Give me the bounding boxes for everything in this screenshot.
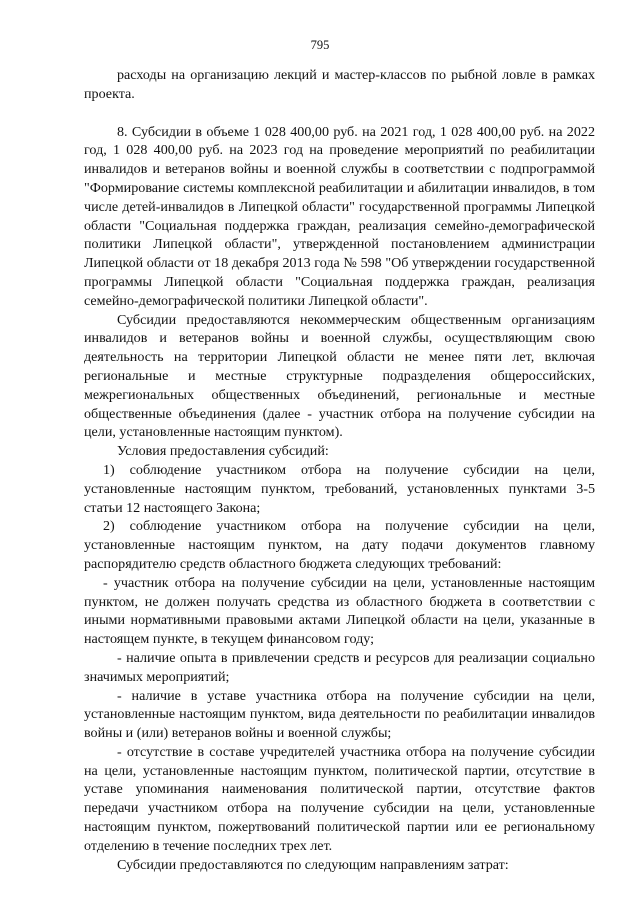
paragraph-requirement-experience: - наличие опыта в привлечении средств и ресурсов для реализации социально значимых мероприятий; — [84, 649, 595, 685]
paragraph-costs-continuation: расходы на организацию лекций и мастер-классов по рыбной ловле в рамках проекта. — [84, 67, 595, 102]
paragraph-conditions-heading: Условия предоставления субсидий: — [117, 443, 329, 460]
paragraph-requirement-charter: - наличие в уставе участника отбора на получение субсидии на цели, установленные настоящим пунктом, вида деятельности по реабилитации инвалидов войны и (или) ветеранов войны и военной службы; — [84, 687, 595, 742]
paragraph-item-8-subsidies: 8. Субсидии в объеме 1 028 400,00 руб. на 2021 год, 1 028 400,00 руб. на 2022 год, 1 028 400,00 руб. на 2023 год на проведение мероприятий по реабилитации инвалидов и ветеранов войны и военной службы в соответствии с подпрограммой "Формирование системы комплексной реабилитации и абилитации инвалидов, в том числе детей-инвалидов в Липецкой области" государственной программы Липецкой области "Социальная поддержка граждан, реализация семейно-демографической политики Липецкой области", утвержденной постановлением администрации Липецкой области от 18 декабря 2013 года № 598 "Об утверждении государственной программы Липецкой области "Социальная поддержка граждан, реализация семейно-демографической политики Липецкой области". — [84, 123, 595, 309]
paragraph-condition-1: 1) соблюдение участником отбора на получение субсидии на цели, установленные настоящим пунктом, требований, установленных пунктами 3-5 статьи 12 настоящего Закона; — [84, 461, 595, 516]
document-body — [84, 66, 595, 874]
paragraph-cost-directions: Субсидии предоставляются по следующим направлениям затрат: — [117, 856, 509, 873]
paragraph-condition-2: 2) соблюдение участником отбора на получение субсидии на цели, установленные настоящим пунктом, на дату подачи документов главному распорядителю средств областного бюджета следующих требований: — [84, 518, 595, 572]
paragraph-requirement-no-other-funds: - участник отбора на получение субсидии на цели, установленные настоящим пунктом, не должен получать средства из областного бюджета в соответствии с иными нормативными правовыми актами Липецкой области на цели, указанные в настоящем пункте, в текущем финансовом году; — [84, 574, 595, 648]
paragraph-subsidy-recipients: Субсидии предоставляются некоммерческим общественным организациям инвалидов и ветеранов войны и военной службы, осуществляющим свою деятельность на территории Липецкой области не менее пяти лет, включая региональные и местные структурные подразделения общероссийских, межрегиональных общественных объединений, региональные и местные общественные объединения (далее - участник отбора на получение субсидии на цели, установленные настоящим пунктом). — [84, 311, 595, 441]
paragraph-requirement-no-party: - отсутствие в составе учредителей участника отбора на получение субсидии на цели, установленные настоящим пунктом, политической партии, отсутствие в уставе упоминания наименования политической партии, отсутствие фактов передачи участником отбора на получение субсидии на цели, установленные настоящим пунктом, пожертвований политической партии или ее региональному отделению в течение последних трех лет. — [84, 743, 595, 854]
page-number: 795 — [310, 38, 330, 52]
